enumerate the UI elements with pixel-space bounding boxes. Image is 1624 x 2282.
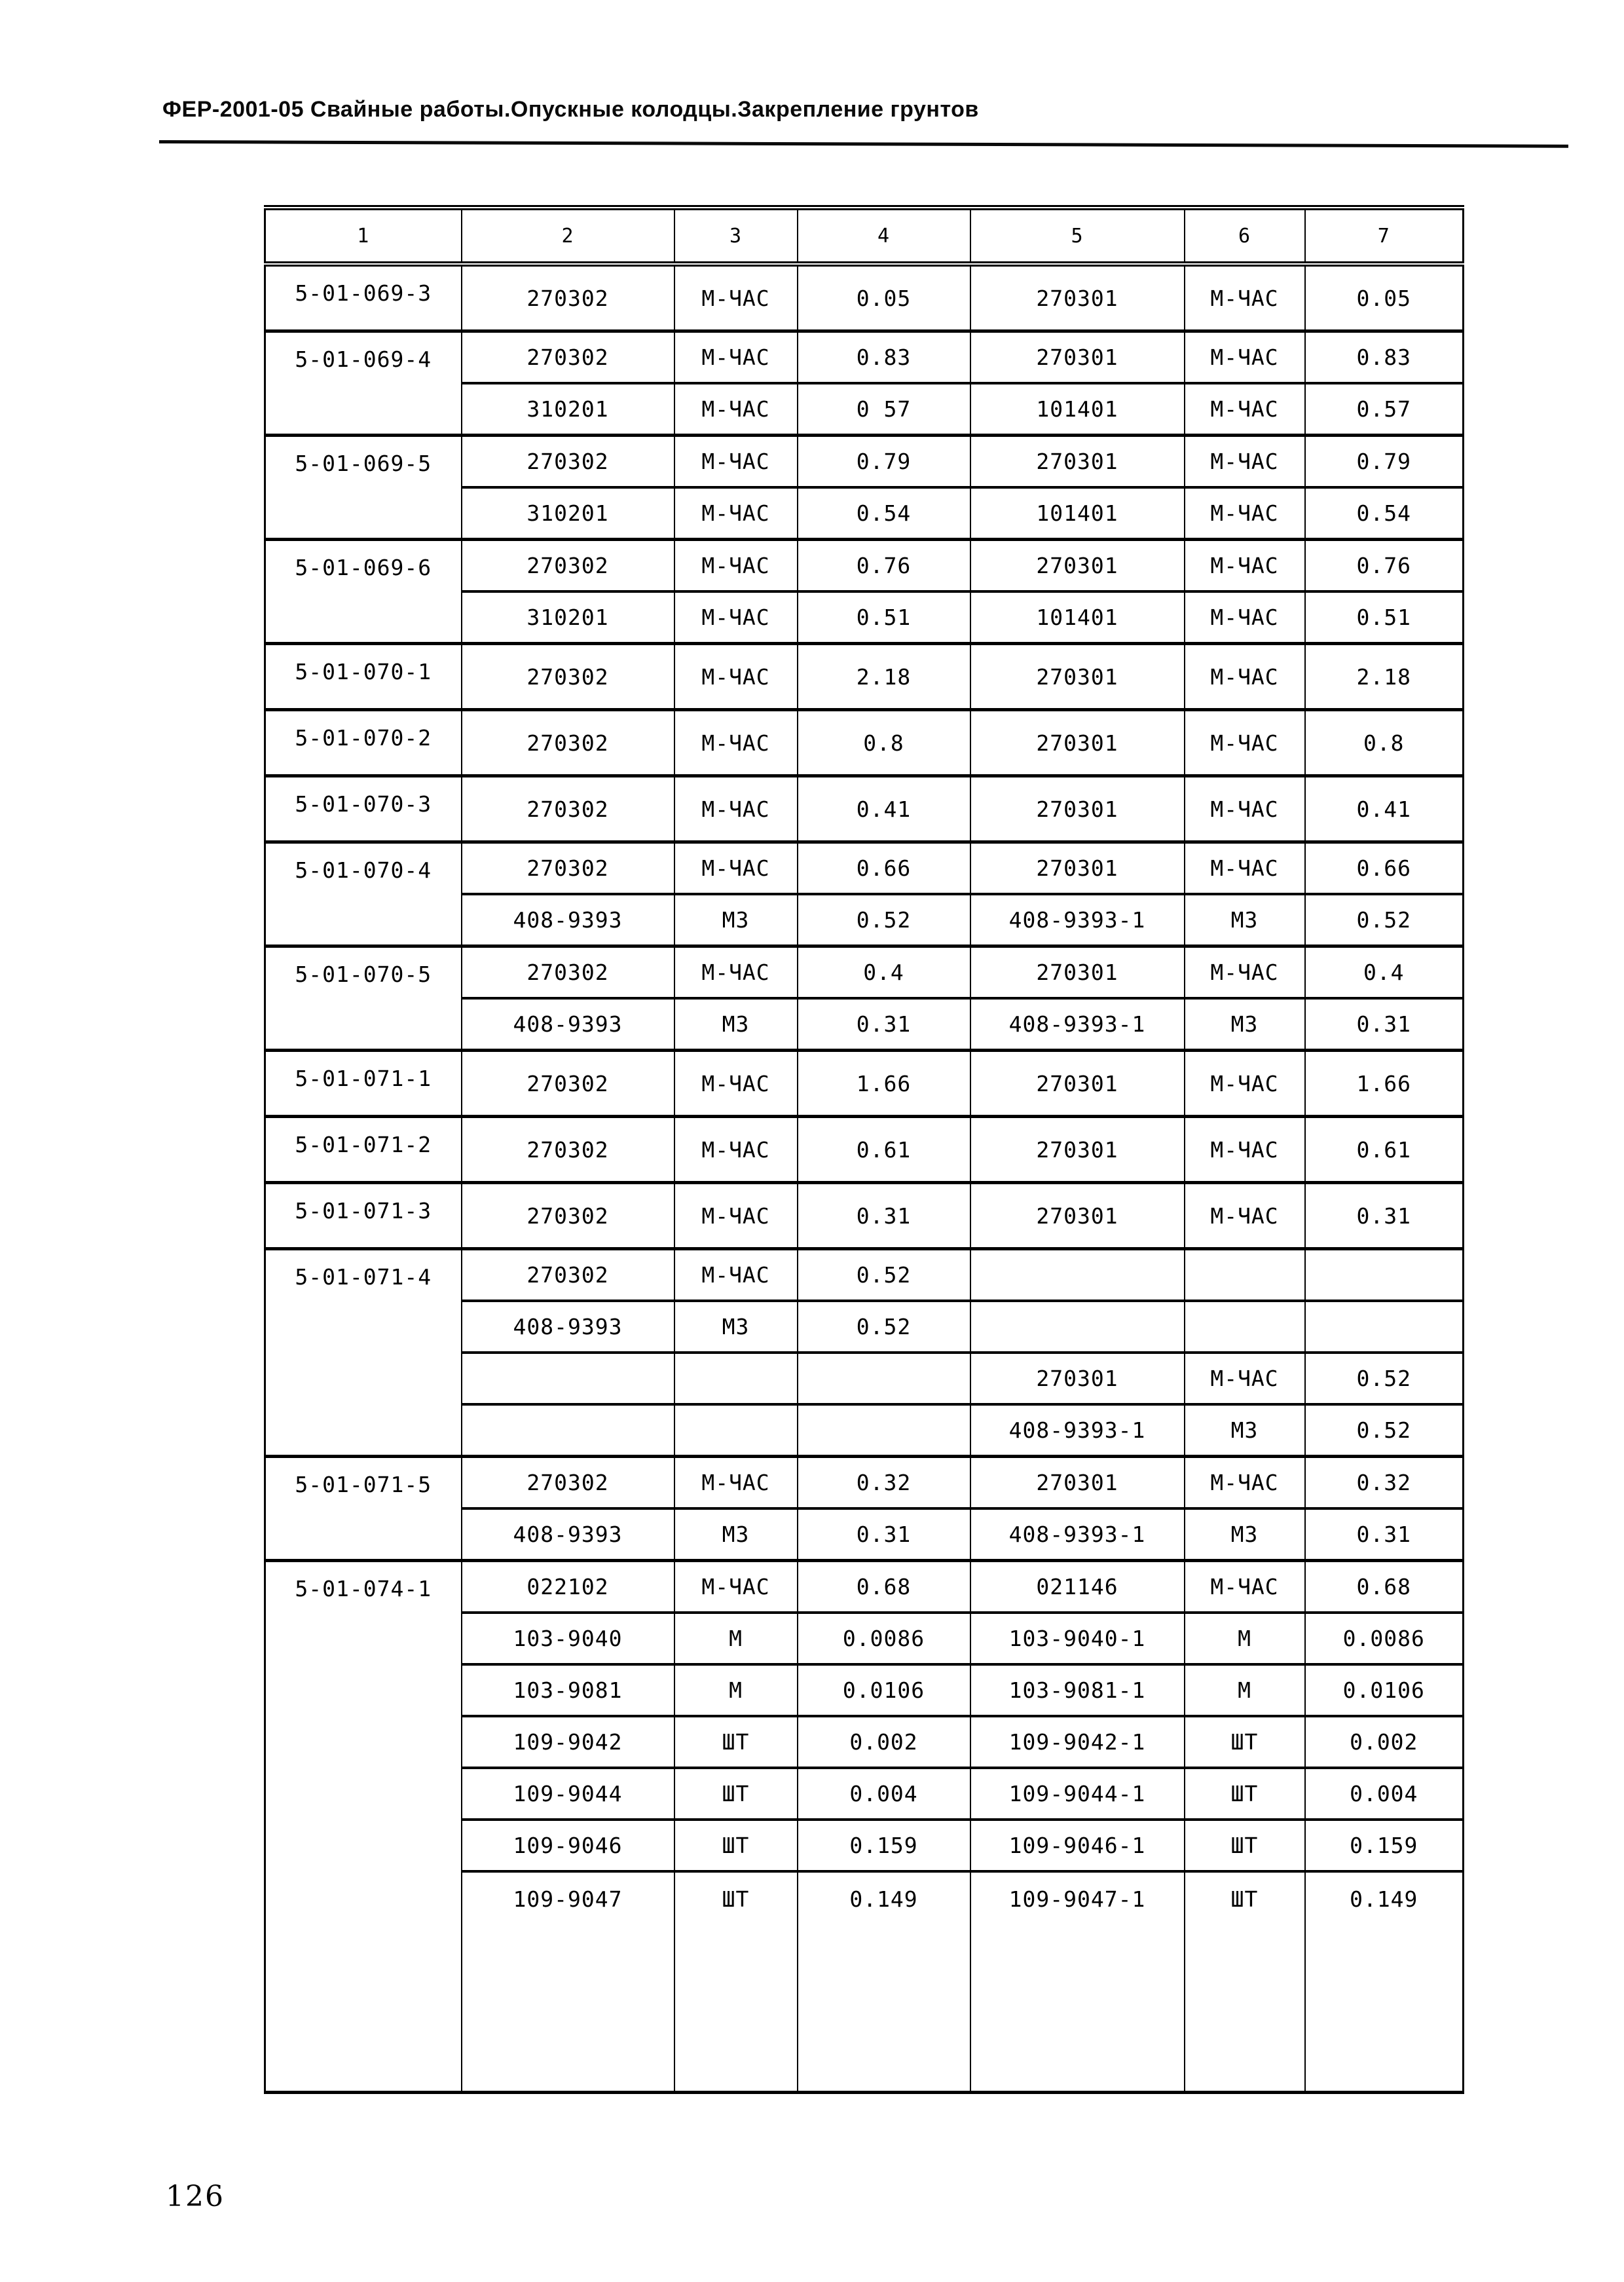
cell-value-old: 0.002	[798, 1716, 970, 1768]
cell-empty	[674, 1404, 798, 1457]
cell-unit-old: М-ЧАС	[674, 946, 798, 999]
cell-unit-new: М-ЧАС	[1185, 842, 1305, 895]
cell-unit-old: М3	[674, 998, 798, 1051]
table-row	[265, 1051, 1464, 1117]
cell-unit-old: М-ЧАС	[674, 591, 798, 644]
cell-norm-code: 5-01-071-2	[265, 1117, 462, 1183]
cell-unit-old: М-ЧАС	[674, 776, 798, 842]
cell-resource-code-old: 109-9044	[462, 1768, 674, 1820]
cell-resource-code-new: 103-9040-1	[970, 1613, 1185, 1664]
cell-norm-code: 5-01-071-1	[265, 1051, 462, 1117]
cell-unit-new: М-ЧАС	[1185, 1051, 1305, 1117]
cell-norm-code: 5-01-069-6	[265, 540, 462, 644]
cell-value-new: 0.68	[1305, 1561, 1464, 1613]
cell-empty	[674, 1353, 798, 1404]
cell-resource-code-new: 270301	[970, 644, 1185, 710]
cell-unit-new: М-ЧАС	[1185, 1353, 1305, 1404]
cell-unit-old: М-ЧАС	[674, 540, 798, 592]
cell-unit-old: М-ЧАС	[674, 436, 798, 488]
cell-value-old: 1.66	[798, 1051, 970, 1117]
cell-resource-code-old: 270302	[462, 946, 674, 999]
column-header-6: 6	[1185, 208, 1305, 264]
cell-norm-code: 5-01-071-4	[265, 1249, 462, 1457]
table-row	[265, 710, 1464, 776]
cell-value-old: 0.0086	[798, 1613, 970, 1664]
cell-value-new: 0.79	[1305, 436, 1464, 488]
cell-value-new: 0.51	[1305, 591, 1464, 644]
cell-value-new: 0.32	[1305, 1457, 1464, 1509]
cell-unit-old: М3	[674, 894, 798, 946]
cell-resource-code-old: 109-9042	[462, 1716, 674, 1768]
cell-resource-code-old: 270302	[462, 1249, 674, 1301]
column-header-2: 2	[462, 208, 674, 264]
cell-unit-old: М-ЧАС	[674, 710, 798, 776]
cell-resource-code-old: 270302	[462, 264, 674, 331]
cell-resource-code-old: 310201	[462, 487, 674, 540]
cell-unit-old: М-ЧАС	[674, 264, 798, 331]
norms-table	[264, 205, 1464, 2094]
cell-resource-code-new: 270301	[970, 1051, 1185, 1117]
table-header-row	[265, 208, 1464, 264]
cell-value-new: 0.002	[1305, 1716, 1464, 1768]
cell-value-old: 0.8	[798, 710, 970, 776]
table-row	[265, 1457, 1464, 1509]
cell-value-new: 0.31	[1305, 1183, 1464, 1249]
cell-value-new: 0.05	[1305, 264, 1464, 331]
cell-resource-code-new: 270301	[970, 1117, 1185, 1183]
cell-value-old: 0.0106	[798, 1664, 970, 1716]
cell-resource-code-new: 101401	[970, 487, 1185, 540]
cell-value-old: 0.149	[798, 1871, 970, 2093]
table-row	[265, 644, 1464, 710]
cell-resource-code-old: 270302	[462, 1183, 674, 1249]
cell-value-old: 0.05	[798, 264, 970, 331]
table-row	[265, 331, 1464, 384]
cell-resource-code-old: 408-9393	[462, 1508, 674, 1561]
cell-resource-code-old: 270302	[462, 644, 674, 710]
cell-resource-code-new: 109-9042-1	[970, 1716, 1185, 1768]
cell-unit-new: М	[1185, 1664, 1305, 1716]
cell-empty	[1305, 1249, 1464, 1301]
cell-resource-code-old: 270302	[462, 776, 674, 842]
cell-unit-new: М-ЧАС	[1185, 1561, 1305, 1613]
cell-value-old: 0.159	[798, 1820, 970, 1871]
cell-resource-code-old: 270302	[462, 331, 674, 384]
cell-resource-code-new: 270301	[970, 540, 1185, 592]
header-rule	[159, 140, 1568, 148]
cell-unit-new: М3	[1185, 1404, 1305, 1457]
cell-value-old: 0.83	[798, 331, 970, 384]
cell-unit-old: М-ЧАС	[674, 487, 798, 540]
cell-resource-code-new: 101401	[970, 383, 1185, 436]
cell-resource-code-new: 270301	[970, 776, 1185, 842]
cell-unit-old: М-ЧАС	[674, 1117, 798, 1183]
cell-resource-code-old: 270302	[462, 540, 674, 592]
cell-resource-code-new: 021146	[970, 1561, 1185, 1613]
cell-unit-new: М-ЧАС	[1185, 331, 1305, 384]
cell-unit-old: М3	[674, 1301, 798, 1353]
cell-norm-code: 5-01-074-1	[265, 1561, 462, 2093]
cell-resource-code-old: 408-9393	[462, 998, 674, 1051]
table-row	[265, 776, 1464, 842]
cell-value-new: 0.54	[1305, 487, 1464, 540]
cell-value-old: 0.4	[798, 946, 970, 999]
cell-unit-old: ШТ	[674, 1820, 798, 1871]
cell-unit-new: ШТ	[1185, 1820, 1305, 1871]
cell-unit-old: М-ЧАС	[674, 1561, 798, 1613]
cell-unit-old: М-ЧАС	[674, 1183, 798, 1249]
cell-value-old: 0.66	[798, 842, 970, 895]
cell-value-new: 0.66	[1305, 842, 1464, 895]
cell-norm-code: 5-01-070-4	[265, 842, 462, 946]
cell-unit-new: М-ЧАС	[1185, 487, 1305, 540]
cell-resource-code-old: 103-9081	[462, 1664, 674, 1716]
cell-value-old: 0.76	[798, 540, 970, 592]
cell-norm-code: 5-01-070-5	[265, 946, 462, 1051]
cell-value-old: 0.31	[798, 998, 970, 1051]
cell-resource-code-old: 270302	[462, 1117, 674, 1183]
cell-unit-old: М-ЧАС	[674, 1249, 798, 1301]
cell-unit-old: М-ЧАС	[674, 331, 798, 384]
table-header	[265, 208, 1464, 264]
cell-unit-new: М-ЧАС	[1185, 1457, 1305, 1509]
cell-empty	[1185, 1249, 1305, 1301]
table-row	[265, 1561, 1464, 1613]
table-row	[265, 1183, 1464, 1249]
cell-value-new: 0.004	[1305, 1768, 1464, 1820]
cell-empty	[1185, 1301, 1305, 1353]
cell-value-old: 0.41	[798, 776, 970, 842]
cell-unit-old: М-ЧАС	[674, 644, 798, 710]
cell-resource-code-new: 270301	[970, 436, 1185, 488]
cell-value-old: 0.52	[798, 1301, 970, 1353]
cell-resource-code-old: 270302	[462, 710, 674, 776]
cell-value-new: 0.0106	[1305, 1664, 1464, 1716]
cell-unit-old: ШТ	[674, 1716, 798, 1768]
cell-resource-code-old: 408-9393	[462, 1301, 674, 1353]
cell-norm-code: 5-01-070-3	[265, 776, 462, 842]
cell-empty	[1305, 1301, 1464, 1353]
cell-resource-code-new: 408-9393-1	[970, 1508, 1185, 1561]
cell-resource-code-new: 270301	[970, 264, 1185, 331]
cell-unit-new: М-ЧАС	[1185, 644, 1305, 710]
cell-resource-code-new: 103-9081-1	[970, 1664, 1185, 1716]
cell-value-new: 0.52	[1305, 1404, 1464, 1457]
cell-norm-code: 5-01-071-3	[265, 1183, 462, 1249]
column-header-1: 1	[265, 208, 462, 264]
cell-resource-code-old: 103-9040	[462, 1613, 674, 1664]
cell-unit-new: М3	[1185, 1508, 1305, 1561]
cell-resource-code-old: 310201	[462, 383, 674, 436]
cell-unit-new: М-ЧАС	[1185, 946, 1305, 999]
table-row	[265, 946, 1464, 999]
cell-resource-code-new: 270301	[970, 710, 1185, 776]
page-title: ФЕР-2001-05 Свайные работы.Опускные колодцы.Закрепление грунтов	[162, 97, 979, 122]
cell-value-old: 0.68	[798, 1561, 970, 1613]
table-row	[265, 436, 1464, 488]
table-row	[265, 540, 1464, 592]
cell-value-new: 0.76	[1305, 540, 1464, 592]
column-header-4: 4	[798, 208, 970, 264]
cell-value-old: 0.31	[798, 1183, 970, 1249]
cell-resource-code-new: 109-9047-1	[970, 1871, 1185, 2093]
cell-value-old: 0.51	[798, 591, 970, 644]
cell-resource-code-new: 408-9393-1	[970, 894, 1185, 946]
table-row	[265, 1117, 1464, 1183]
cell-resource-code-new: 270301	[970, 1183, 1185, 1249]
cell-value-old: 0.52	[798, 894, 970, 946]
cell-resource-code-new: 408-9393-1	[970, 1404, 1185, 1457]
cell-unit-old: М3	[674, 1508, 798, 1561]
cell-unit-new: М-ЧАС	[1185, 1117, 1305, 1183]
cell-norm-code: 5-01-069-5	[265, 436, 462, 540]
cell-value-old: 0 57	[798, 383, 970, 436]
cell-unit-old: М-ЧАС	[674, 383, 798, 436]
cell-value-old: 0.52	[798, 1249, 970, 1301]
cell-value-new: 0.83	[1305, 331, 1464, 384]
cell-resource-code-new: 109-9044-1	[970, 1768, 1185, 1820]
cell-value-new: 0.31	[1305, 1508, 1464, 1561]
cell-resource-code-old: 408-9393	[462, 894, 674, 946]
cell-unit-new: М3	[1185, 894, 1305, 946]
cell-empty	[462, 1404, 674, 1457]
cell-empty	[798, 1404, 970, 1457]
table-body	[265, 264, 1464, 2093]
cell-value-old: 0.79	[798, 436, 970, 488]
cell-norm-code: 5-01-071-5	[265, 1457, 462, 1561]
cell-value-new: 0.41	[1305, 776, 1464, 842]
cell-unit-new: М-ЧАС	[1185, 436, 1305, 488]
cell-value-new: 1.66	[1305, 1051, 1464, 1117]
cell-unit-new: М	[1185, 1613, 1305, 1664]
cell-resource-code-new: 270301	[970, 331, 1185, 384]
page-number: 126	[166, 2180, 225, 2213]
cell-unit-new: М-ЧАС	[1185, 1183, 1305, 1249]
cell-value-old: 0.004	[798, 1768, 970, 1820]
cell-unit-new: ШТ	[1185, 1871, 1305, 2093]
cell-empty	[970, 1301, 1185, 1353]
cell-value-new: 0.8	[1305, 710, 1464, 776]
cell-resource-code-new: 408-9393-1	[970, 998, 1185, 1051]
column-header-3: 3	[674, 208, 798, 264]
cell-resource-code-old: 109-9047	[462, 1871, 674, 2093]
cell-resource-code-new: 109-9046-1	[970, 1820, 1185, 1871]
cell-unit-new: М-ЧАС	[1185, 264, 1305, 331]
cell-norm-code: 5-01-070-1	[265, 644, 462, 710]
cell-unit-new: М-ЧАС	[1185, 383, 1305, 436]
table-row	[265, 1249, 1464, 1301]
cell-resource-code-new: 270301	[970, 842, 1185, 895]
table-row	[265, 264, 1464, 331]
cell-resource-code-old: 270302	[462, 842, 674, 895]
cell-unit-new: ШТ	[1185, 1768, 1305, 1820]
cell-value-new: 0.57	[1305, 383, 1464, 436]
column-header-7: 7	[1305, 208, 1464, 264]
cell-value-new: 0.52	[1305, 894, 1464, 946]
cell-resource-code-new: 270301	[970, 946, 1185, 999]
cell-unit-new: М3	[1185, 998, 1305, 1051]
cell-value-old: 0.61	[798, 1117, 970, 1183]
cell-unit-old: М-ЧАС	[674, 1457, 798, 1509]
cell-unit-old: М-ЧАС	[674, 842, 798, 895]
cell-unit-new: ШТ	[1185, 1716, 1305, 1768]
cell-unit-old: М	[674, 1664, 798, 1716]
column-header-5: 5	[970, 208, 1185, 264]
cell-norm-code: 5-01-069-3	[265, 264, 462, 331]
cell-resource-code-new: 270301	[970, 1353, 1185, 1404]
cell-resource-code-old: 109-9046	[462, 1820, 674, 1871]
cell-value-new: 0.4	[1305, 946, 1464, 999]
cell-unit-new: М-ЧАС	[1185, 776, 1305, 842]
cell-unit-old: ШТ	[674, 1871, 798, 2093]
cell-unit-old: М	[674, 1613, 798, 1664]
cell-empty	[798, 1353, 970, 1404]
cell-value-new: 0.61	[1305, 1117, 1464, 1183]
cell-value-new: 0.159	[1305, 1820, 1464, 1871]
cell-norm-code: 5-01-069-4	[265, 331, 462, 436]
cell-unit-new: М-ЧАС	[1185, 591, 1305, 644]
cell-value-new: 0.149	[1305, 1871, 1464, 2093]
cell-resource-code-old: 270302	[462, 1457, 674, 1509]
cell-value-old: 0.54	[798, 487, 970, 540]
cell-value-old: 0.32	[798, 1457, 970, 1509]
cell-empty	[462, 1353, 674, 1404]
cell-resource-code-old: 022102	[462, 1561, 674, 1613]
table-row	[265, 842, 1464, 895]
cell-resource-code-old: 270302	[462, 1051, 674, 1117]
cell-value-new: 2.18	[1305, 644, 1464, 710]
cell-norm-code: 5-01-070-2	[265, 710, 462, 776]
cell-unit-new: М-ЧАС	[1185, 710, 1305, 776]
cell-value-old: 0.31	[798, 1508, 970, 1561]
cell-resource-code-old: 310201	[462, 591, 674, 644]
cell-empty	[970, 1249, 1185, 1301]
cell-unit-new: М-ЧАС	[1185, 540, 1305, 592]
cell-resource-code-new: 270301	[970, 1457, 1185, 1509]
cell-resource-code-old: 270302	[462, 436, 674, 488]
cell-value-old: 2.18	[798, 644, 970, 710]
cell-value-new: 0.0086	[1305, 1613, 1464, 1664]
cell-value-new: 0.52	[1305, 1353, 1464, 1404]
cell-unit-old: ШТ	[674, 1768, 798, 1820]
cell-unit-old: М-ЧАС	[674, 1051, 798, 1117]
cell-resource-code-new: 101401	[970, 591, 1185, 644]
cell-value-new: 0.31	[1305, 998, 1464, 1051]
